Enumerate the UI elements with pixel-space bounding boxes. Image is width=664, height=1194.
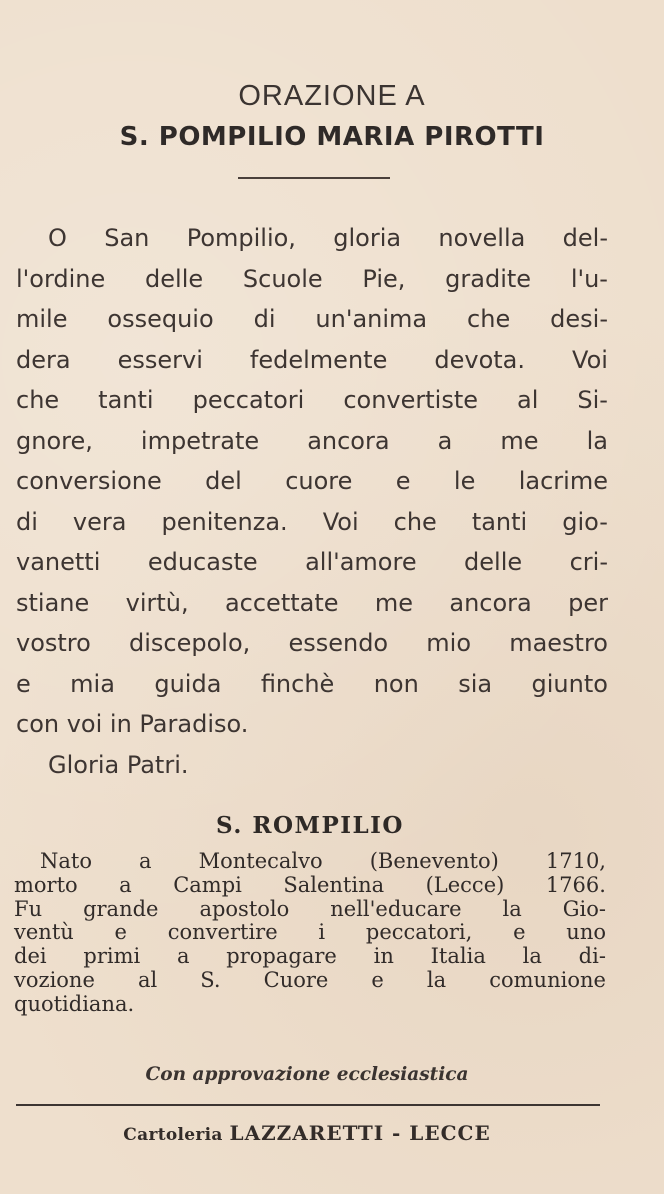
saint-name-title: S. POMPILIO MARIA PIROTTI <box>119 122 545 152</box>
prayer-line: l'ordine delle Scuole Pie, gradite l'u- <box>16 264 608 293</box>
biography-line: vozione al S. Cuore e la comunione <box>14 967 606 992</box>
prayer-line: vanetti educaste all'amore delle cri- <box>16 548 608 576</box>
prayer-line: stiane virtù, accettate me ancora per <box>16 588 608 617</box>
prayer-line: dera esservi fedelmente devota. Voi <box>16 345 608 374</box>
biography-line: Nato a Montecalvo (Benevento) 1710, <box>40 849 606 873</box>
biography-line: Fu grande apostolo nell'educare la Gio- <box>14 896 606 921</box>
title-divider <box>238 177 390 179</box>
biography-line: morto a Campi Salentina (Lecce) 1766. <box>14 872 606 897</box>
prayer-line: con voi in Paradiso. <box>16 710 249 738</box>
publisher-name: LAZZARETTI - LECCE <box>229 1121 491 1145</box>
prayer-closing: Gloria Patri. <box>48 750 189 779</box>
prayer-text <box>16 218 608 785</box>
prayer-line: gnore, impetrate ancora a me la <box>16 426 608 455</box>
prayer-line: e mia guida finchè non sia giunto <box>16 669 608 698</box>
prayer-line: conversione del cuore e le lacrime <box>16 467 608 495</box>
prayer-line: vostro discepolo, essendo mio maestro <box>16 629 608 657</box>
footer-divider <box>16 1104 600 1106</box>
prayer-line: O San Pompilio, gloria novella del- <box>48 224 608 252</box>
biography-line: dei primi a propagare in Italia la di- <box>14 944 606 969</box>
biography-line: ventù e convertire i peccatori, e uno <box>14 920 606 945</box>
prayer-line: di vera penitenza. Voi che tanti gio- <box>16 507 608 536</box>
biography-line: quotidiana. <box>14 991 135 1016</box>
title-line-1: ORAZIONE A <box>238 80 426 112</box>
publisher-prefix: Cartoleria <box>123 1125 223 1145</box>
biography-text <box>14 850 606 1017</box>
prayer-line: mile ossequio di un'anima che desi- <box>16 305 608 333</box>
publisher-line <box>0 1121 614 1145</box>
prayer-line: che tanti peccatori convertiste al Si- <box>16 386 608 414</box>
biography-heading: S. ROMPILIO <box>216 812 404 839</box>
approval-note: Con approvazione ecclesiastica <box>145 1064 469 1085</box>
